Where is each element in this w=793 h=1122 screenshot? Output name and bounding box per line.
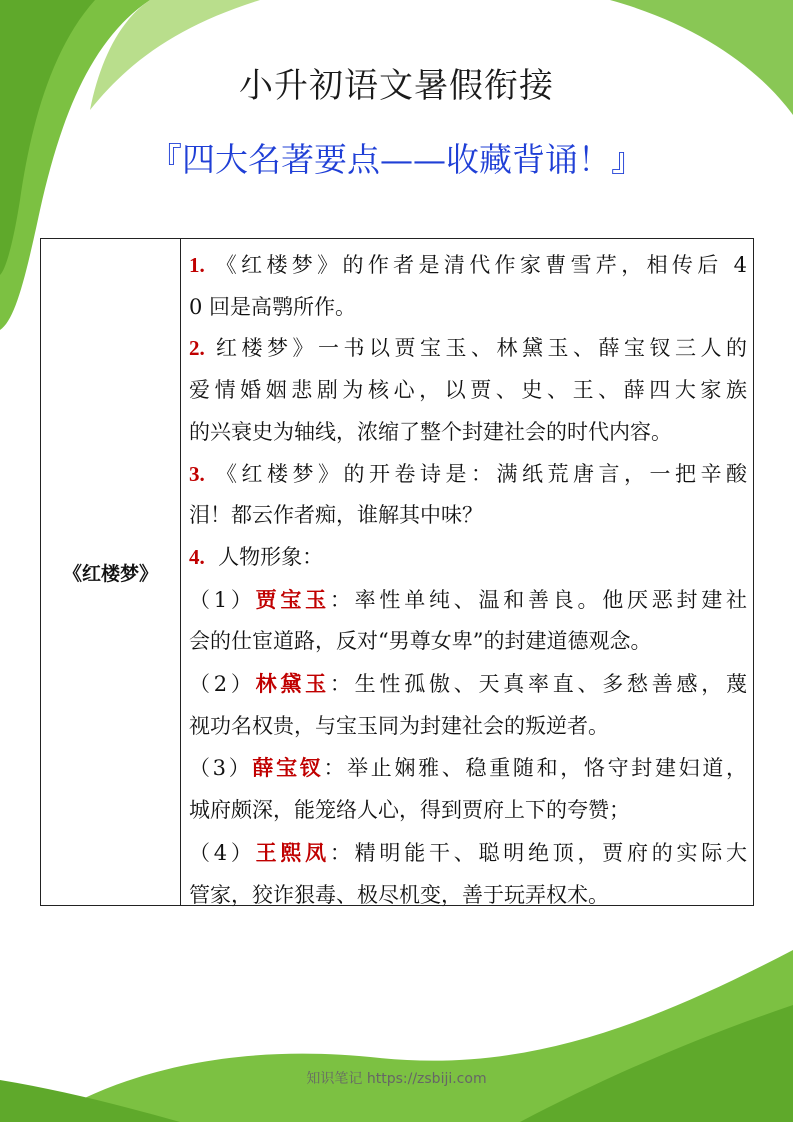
note-line — [189, 287, 747, 329]
note-line — [189, 537, 747, 579]
character-text: ：生性孤傲、天真率直、多愁善感，蔑 — [329, 672, 747, 697]
watermark-text: 知识笔记 https://zsbiji.com — [306, 1071, 487, 1087]
character-name: 王熙凤 — [255, 839, 330, 865]
character-line — [189, 875, 747, 917]
character-text: 会的仕宦道路，反对“男尊女卑”的封建道德观念。 — [189, 629, 652, 654]
item-number: 4. — [189, 544, 205, 569]
character-text: ：举止娴雅、稳重随和，恪守封建妇道， — [323, 756, 747, 781]
item-text: 红楼梦》一书以贾宝玉、林黛玉、薛宝钗三人的 — [215, 336, 747, 361]
book-label-cell — [41, 239, 181, 905]
character-text: ：率性单纯、温和善良。他厌恶封建社 — [329, 587, 747, 612]
page-title: 小升初语文暑假衔接 — [239, 66, 554, 106]
item-text: 的兴衰史为轴线，浓缩了整个封建社会的时代内容。 — [189, 419, 672, 444]
item-text: 泪！都云作者痴，谁解其中味？ — [189, 503, 483, 528]
item-text: 《红楼梦》的开卷诗是：满纸荒唐言，一把辛酸 — [215, 461, 747, 486]
character-text: 城府颇深，能笼络人心，得到贾府上下的夸赞； — [189, 798, 630, 823]
book-label: 《红楼梦》 — [62, 562, 158, 585]
character-name: 贾宝玉 — [255, 586, 330, 612]
notes-table — [40, 238, 754, 906]
item-text: 《红楼梦》的作者是清代作家曹雪芹，相传后 4 — [215, 253, 747, 277]
character-text: 管家，狡诈狠毒、极尽机变，善于玩弄权术。 — [189, 882, 609, 907]
character-text: ：精明能干、聪明绝顶，贾府的实际大 — [329, 840, 747, 865]
note-line — [189, 370, 747, 412]
character-index: （4） — [189, 840, 256, 865]
note-line — [189, 328, 747, 370]
character-name: 林黛玉 — [255, 671, 330, 697]
note-line — [189, 454, 747, 496]
character-line — [189, 579, 747, 622]
character-line — [189, 832, 747, 875]
character-text: 视功名权贵，与宝玉同为封建社会的叛逆者。 — [189, 713, 609, 738]
note-line — [189, 412, 747, 454]
character-line — [189, 663, 747, 706]
character-index: （2） — [189, 672, 256, 697]
item-text: 0 回是高鹗所作。 — [189, 294, 357, 319]
item-text: 人物形象： — [218, 544, 324, 569]
item-text: 爱情婚姻悲剧为核心，以贾、史、王、薛四大家族 — [189, 378, 747, 403]
note-line — [189, 245, 747, 287]
character-index: （3） — [189, 756, 253, 781]
character-name: 薛宝钗 — [252, 755, 324, 781]
notes-content-cell — [181, 239, 753, 905]
character-line — [189, 790, 747, 832]
character-index: （1） — [189, 587, 256, 612]
item-number: 1. — [189, 253, 205, 277]
item-number: 2. — [189, 336, 205, 361]
item-number: 3. — [189, 461, 205, 486]
character-line — [189, 706, 747, 748]
character-line — [189, 747, 747, 790]
page-subtitle: 『四大名著要点——收藏背诵！』 — [149, 140, 644, 179]
character-line — [189, 621, 747, 663]
note-line — [189, 495, 747, 537]
